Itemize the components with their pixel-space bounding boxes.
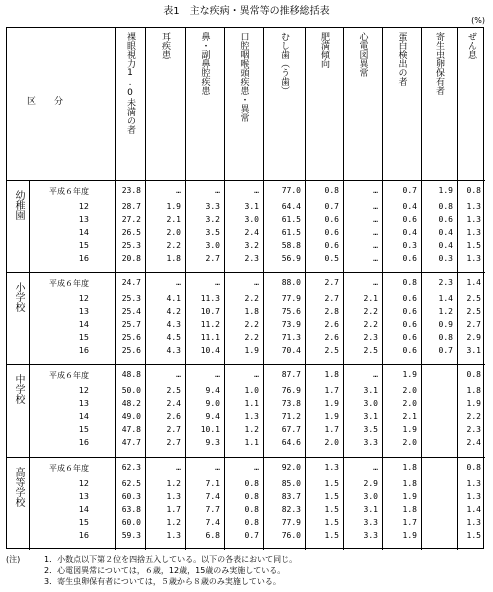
table-cell: 60.3 [121,492,141,501]
table-cell: 1.9 [402,425,417,434]
table-cell: 0.3 [402,241,417,250]
table-cell: 73.9 [281,320,301,329]
table-cell: 0.7 [402,186,417,195]
summary-table [6,27,484,549]
table-cell: 3.3 [363,518,378,527]
column-header: 耳疾患 [160,32,170,59]
table-cell: 76.9 [281,386,301,395]
table-cell: 0.7 [244,531,259,540]
table-cell: 48.8 [121,370,141,379]
table-cell: 2.1 [402,412,417,421]
table-cell: 28.7 [121,202,141,211]
table-cell: … [176,463,181,472]
table-cell: 25.6 [121,346,141,355]
table-cell: 9.4 [205,412,220,421]
table-cell: 10.4 [200,346,220,355]
table-cell: … [373,215,378,224]
table-cell: 10.7 [200,307,220,316]
table-cell: 67.7 [281,425,301,434]
table-cell: 0.8 [324,186,339,195]
table-cell: 10.1 [200,425,220,434]
table-cell: 0.8 [244,518,259,527]
table-cell: 71.3 [281,333,301,342]
table-cell: 1.3 [466,492,481,501]
table-cell: 0.6 [402,320,417,329]
table-cell: 1.3 [466,215,481,224]
table-cell: 3.1 [363,386,378,395]
table-cell: 1.5 [324,492,339,501]
table-cell: 0.8 [466,370,481,379]
table-cell: 0.7 [324,202,339,211]
table-cell: 58.8 [281,241,301,250]
table-cell: … [373,254,378,263]
year-label: 14 [78,320,89,329]
column-header: 心電図異常 [357,32,368,77]
table-cell: … [215,278,220,287]
table-cell: 24.7 [121,278,141,287]
table-cell: 0.6 [402,294,417,303]
table-cell: 25.3 [121,241,141,250]
table-cell: 0.3 [438,254,453,263]
year-label: 13 [78,399,89,408]
table-cell: 1.3 [466,202,481,211]
table-cell: 1.9 [324,412,339,421]
table-cell: 9.0 [205,399,220,408]
column-header: むし歯（う歯） [279,32,289,95]
table-cell: 1.9 [466,399,481,408]
table-cell: 3.0 [205,241,220,250]
table-cell: 1.8 [244,307,259,316]
table-cell: … [254,278,259,287]
table-cell: 0.8 [466,463,481,472]
table-cell: 2.9 [466,333,481,342]
table-cell: 25.3 [121,294,141,303]
table-cell: 1.3 [166,492,181,501]
table-cell: 2.2 [166,241,181,250]
table-cell: 1.7 [402,518,417,527]
table-cell: … [373,241,378,250]
table-cell: 2.0 [166,228,181,237]
table-cell: 2.8 [324,307,339,316]
table-cell: 1.5 [324,505,339,514]
table-cell: 0.8 [402,278,417,287]
table-cell: 7.4 [205,518,220,527]
table-cell: 76.0 [281,531,301,540]
section-divider [7,364,485,365]
table-cell: 2.4 [166,399,181,408]
table-cell: 92.0 [281,463,301,472]
table-cell: 1.5 [466,241,481,250]
table-cell: 2.3 [363,333,378,342]
table-cell: 1.4 [466,278,481,287]
table-cell: … [176,370,181,379]
table-cell: 2.2 [466,412,481,421]
table-cell: 0.6 [324,215,339,224]
column-header: 蛋白検出の者 [396,32,407,86]
table-cell: 2.6 [166,412,181,421]
table-cell: 1.7 [324,425,339,434]
table-cell: 1.5 [466,531,481,540]
table-cell: 4.3 [166,346,181,355]
table-cell: 85.0 [281,479,301,488]
year-label: 13 [78,492,89,501]
table-cell: 2.7 [166,438,181,447]
table-cell: 1.3 [466,254,481,263]
table-cell: 0.5 [324,254,339,263]
table-cell: 1.8 [466,386,481,395]
year-label: 14 [78,228,89,237]
table-cell: 27.2 [121,215,141,224]
table-cell: 2.3 [466,425,481,434]
table-cell: 1.3 [324,463,339,472]
table-cell: 0.8 [244,479,259,488]
column-header: ぜん息 [466,32,476,59]
table-cell: 47.7 [121,438,141,447]
table-cell: 1.9 [402,531,417,540]
year-label: 13 [78,215,89,224]
table-cell: … [254,186,259,195]
table-title: 表1 主な疾病・異常等の推移総括表 [163,6,330,17]
table-cell: 0.6 [324,241,339,250]
table-cell: 1.3 [166,531,181,540]
table-cell: 3.2 [205,215,220,224]
year-label: 平成６年度 [49,187,89,196]
table-cell: … [373,186,378,195]
table-cell: 2.7 [205,254,220,263]
table-cell: 1.8 [324,370,339,379]
table-cell: 61.5 [281,228,301,237]
table-cell: 9.4 [205,386,220,395]
table-cell: 7.1 [205,479,220,488]
table-cell: 1.9 [166,202,181,211]
table-cell: 0.6 [402,346,417,355]
table-cell: 2.5 [466,307,481,316]
table-cell: 3.5 [205,228,220,237]
table-cell: 2.7 [324,278,339,287]
table-cell: 0.4 [402,202,417,211]
table-cell: 1.2 [438,307,453,316]
table-cell: 2.9 [363,479,378,488]
table-cell: 2.4 [466,438,481,447]
table-cell: 25.6 [121,333,141,342]
year-label: 平成６年度 [49,371,89,380]
table-cell: … [373,370,378,379]
table-cell: 2.0 [402,399,417,408]
year-label: 平成６年度 [49,464,89,473]
table-cell: 3.1 [363,505,378,514]
table-cell: … [373,228,378,237]
table-cell: 3.1 [466,346,481,355]
table-cell: 1.5 [324,531,339,540]
table-cell: 62.5 [121,479,141,488]
table-cell: … [176,186,181,195]
table-cell: 20.8 [121,254,141,263]
table-cell: 25.4 [121,307,141,316]
note-line: 1．小数点以下第２位を四捨五入している。以下の各表において同じ。 [44,555,298,564]
table-cell: 70.4 [281,346,301,355]
table-cell: 2.7 [166,425,181,434]
row-header-label: 区 分 [27,97,64,107]
table-cell: 3.3 [205,202,220,211]
section-label: 中学校 [13,374,24,404]
year-label: 14 [78,412,89,421]
table-cell: 64.4 [281,202,301,211]
table-cell: 2.1 [166,215,181,224]
table-cell: 0.8 [438,333,453,342]
table-cell: 3.3 [363,531,378,540]
year-label: 12 [78,202,89,211]
table-cell: 2.2 [244,320,259,329]
table-cell: 0.4 [402,228,417,237]
note-line: 2．心電図異常については，６歳，12歳，15歳のみ実施している。 [44,566,286,575]
year-label: 16 [78,254,89,263]
table-cell: 1.9 [402,370,417,379]
table-cell: 2.5 [324,346,339,355]
table-cell: 0.6 [402,254,417,263]
table-cell: … [373,463,378,472]
table-cell: 2.3 [244,254,259,263]
table-cell: 4.3 [166,320,181,329]
table-cell: 71.2 [281,412,301,421]
table-cell: 1.8 [166,254,181,263]
table-cell: 0.8 [438,202,453,211]
table-cell: 1.2 [244,425,259,434]
table-cell: 2.0 [402,438,417,447]
table-cell: 2.2 [244,294,259,303]
table-cell: 1.5 [324,479,339,488]
column-divider [421,28,422,550]
table-cell: 0.6 [324,228,339,237]
table-cell: 87.7 [281,370,301,379]
table-cell: 4.5 [166,333,181,342]
section-label: 小学校 [13,282,24,312]
table-cell: 2.5 [363,346,378,355]
year-label: 15 [78,518,89,527]
table-cell: 1.9 [244,346,259,355]
table-cell: 59.3 [121,531,141,540]
table-cell: 2.7 [466,320,481,329]
table-cell: 3.1 [363,412,378,421]
table-cell: … [215,370,220,379]
section-label: 幼稚園 [13,190,24,220]
table-cell: 1.1 [244,438,259,447]
table-cell: 61.5 [281,215,301,224]
table-cell: 62.3 [121,463,141,472]
table-cell: 2.6 [324,333,339,342]
table-cell: 82.3 [281,505,301,514]
table-cell: 11.1 [200,333,220,342]
column-header: 肥満傾向 [319,32,329,68]
table-cell: 0.9 [438,320,453,329]
year-label: 14 [78,505,89,514]
table-cell: 1.7 [324,386,339,395]
table-cell: … [373,278,378,287]
year-label: 12 [78,294,89,303]
year-label: 平成６年度 [49,279,89,288]
table-cell: 3.0 [244,215,259,224]
section-label: 高等学校 [13,467,24,507]
year-label: 15 [78,241,89,250]
table-cell: 50.0 [121,386,141,395]
table-cell: 75.6 [281,307,301,316]
table-cell: 3.0 [363,492,378,501]
table-cell: 2.3 [438,278,453,287]
table-cell: … [215,186,220,195]
table-cell: 25.7 [121,320,141,329]
table-cell: 0.8 [244,492,259,501]
column-header: 口腔咽喉頭疾患・異常 [238,32,249,122]
table-cell: 49.0 [121,412,141,421]
column-divider [263,28,264,550]
table-cell: 73.8 [281,399,301,408]
section-label-divider [29,180,30,550]
column-header: 寄生虫卵保有者 [434,32,444,95]
table-cell: 7.7 [205,505,220,514]
table-cell: 2.5 [466,294,481,303]
table-cell: 1.3 [244,412,259,421]
table-cell: 0.6 [438,215,453,224]
year-label: 12 [78,386,89,395]
column-header: 鼻・副鼻腔疾患 [199,32,210,95]
table-cell: 2.4 [244,228,259,237]
table-cell: 2.2 [363,307,378,316]
table-cell: 3.5 [363,425,378,434]
year-label: 15 [78,333,89,342]
header-divider [7,180,485,181]
table-cell: 26.5 [121,228,141,237]
table-cell: 3.1 [244,202,259,211]
table-cell: 48.2 [121,399,141,408]
year-label: 16 [78,531,89,540]
table-cell: 64.6 [281,438,301,447]
year-label: 16 [78,346,89,355]
section-divider [7,272,485,273]
table-cell: 9.3 [205,438,220,447]
table-cell: 2.7 [324,294,339,303]
table-cell: 1.7 [166,505,181,514]
table-cell: 2.2 [244,333,259,342]
table-cell: … [215,463,220,472]
table-cell: 1.9 [402,492,417,501]
table-cell: … [373,202,378,211]
table-cell: 47.8 [121,425,141,434]
year-label: 15 [78,425,89,434]
table-cell: 23.8 [121,186,141,195]
table-cell: 77.0 [281,186,301,195]
table-cell: 1.2 [166,518,181,527]
table-cell: 2.1 [363,294,378,303]
table-cell: 0.6 [402,333,417,342]
table-cell: 1.3 [466,228,481,237]
table-cell: 1.9 [324,399,339,408]
table-cell: 0.6 [402,215,417,224]
table-cell: 1.8 [402,463,417,472]
table-cell: 0.4 [438,228,453,237]
table-cell: 3.0 [363,399,378,408]
table-cell: 0.4 [438,241,453,250]
table-cell: 6.8 [205,531,220,540]
table-cell: 77.9 [281,294,301,303]
table-cell: 2.0 [402,386,417,395]
table-cell: 83.7 [281,492,301,501]
column-header: 裸眼視力1.0未満の者 [125,32,135,134]
table-cell: … [176,278,181,287]
table-cell: 1.5 [324,518,339,527]
table-cell: 1.4 [466,505,481,514]
table-cell: 1.9 [438,186,453,195]
table-cell: 1.4 [438,294,453,303]
table-cell: 1.3 [466,518,481,527]
unit-label: (%) [471,16,485,25]
year-label: 16 [78,438,89,447]
table-cell: … [254,463,259,472]
table-cell: 56.9 [281,254,301,263]
table-cell: 0.8 [466,186,481,195]
table-cell: 11.2 [200,320,220,329]
table-cell: 1.8 [402,479,417,488]
table-cell: 0.8 [244,505,259,514]
table-cell: 7.4 [205,492,220,501]
table-cell: 88.0 [281,278,301,287]
table-cell: … [254,370,259,379]
table-cell: 3.3 [363,438,378,447]
table-cell: 11.3 [200,294,220,303]
table-cell: 1.1 [244,399,259,408]
table-cell: 2.2 [363,320,378,329]
table-cell: 1.3 [466,479,481,488]
table-cell: 3.2 [244,241,259,250]
table-cell: 1.8 [402,505,417,514]
table-cell: 63.8 [121,505,141,514]
section-divider [7,457,485,458]
note-line: 3．寄生虫卵保有者については，５歳から８歳のみ実施している。 [44,577,281,586]
notes-prefix: (注) [6,555,21,564]
table-cell: 1.2 [166,479,181,488]
table-cell: 4.1 [166,294,181,303]
table-cell: 60.0 [121,518,141,527]
table-cell: 0.6 [402,307,417,316]
table-cell: 77.9 [281,518,301,527]
table-cell: 1.0 [244,386,259,395]
table-cell: 2.5 [166,386,181,395]
table-cell: 4.2 [166,307,181,316]
table-cell: 0.7 [438,346,453,355]
table-cell: 2.0 [324,438,339,447]
year-label: 13 [78,307,89,316]
year-label: 12 [78,479,89,488]
table-cell: 2.6 [324,320,339,329]
